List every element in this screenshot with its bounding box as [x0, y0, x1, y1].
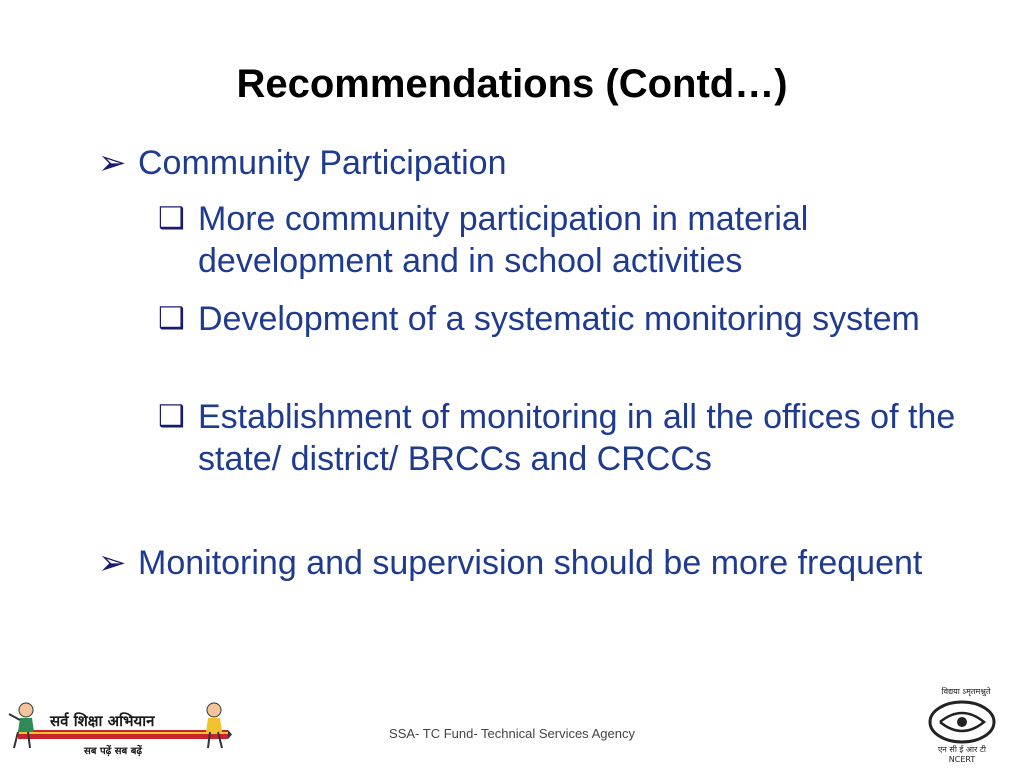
arrow-bullet-icon: ➢ [98, 544, 127, 582]
bullet-text: Monitoring and supervision should be more frequent [138, 544, 923, 582]
ssa-logo-text: सर्व शिक्षा अभियान [50, 712, 155, 730]
bullet-item-monitoring-supervision [98, 540, 978, 586]
bullet-item-community-participation [98, 140, 978, 186]
sub-bullet-text: Establishment of monitoring in all the offices of the state/ district/ BRCCs and CRCCs [198, 398, 956, 478]
sub-bullet-text: More community participation in material development and in school activities [198, 200, 809, 280]
square-bullet-icon: ❑ [158, 302, 185, 335]
ncert-logo [918, 684, 1014, 764]
ssa-logo-tagline: सब पढ़ें सब बढ़ें [84, 746, 143, 757]
sub-bullet-item-monitoring-offices [158, 396, 988, 480]
sub-bullet-item-monitoring-system [158, 298, 988, 340]
sub-bullet-text: Development of a systematic monitoring system [198, 300, 920, 338]
ncert-hindi: एन सी ई आर टी [938, 745, 986, 754]
arrow-bullet-icon: ➢ [98, 144, 127, 182]
footer-text: SSA- TC Fund- Technical Services Agency [389, 726, 635, 741]
bullet-text: Community Participation [138, 144, 507, 182]
slide-title: Recommendations (Contd…) [236, 62, 788, 106]
square-bullet-icon: ❑ [158, 400, 185, 433]
square-bullet-icon: ❑ [158, 202, 185, 235]
ncert-english: NCERT [948, 755, 976, 764]
sub-bullet-item-material-development [158, 198, 988, 282]
ncert-logo-graphic [918, 684, 1014, 764]
ncert-motto: विद्यया ऽमृतमश्नुते [941, 687, 991, 696]
